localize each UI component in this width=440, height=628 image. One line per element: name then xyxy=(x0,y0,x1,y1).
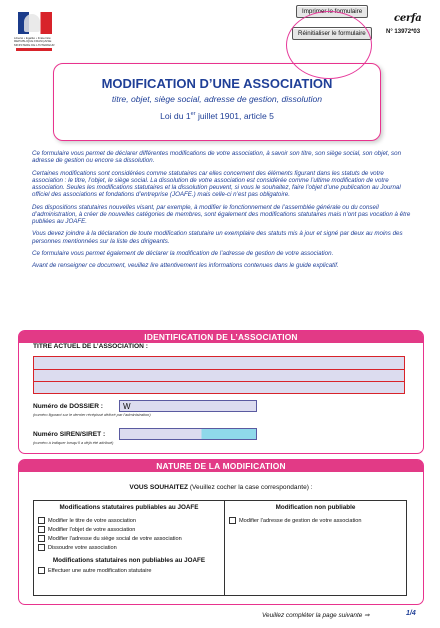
nonpublishable-column xyxy=(225,501,406,524)
option-modify-headquarters[interactable]: Modifier l’adresse du siège social de votre association xyxy=(38,535,182,542)
form-subtitle: titre, objet, siège social, adresse de gestion, dissolution xyxy=(111,94,323,104)
option-modify-management-address[interactable]: Modifier l’adresse de gestion de votre association xyxy=(229,517,362,524)
association-title-input[interactable] xyxy=(33,356,405,394)
logo-bar xyxy=(16,48,52,51)
titre-label: TITRE ACTUEL DE L’ASSOCIATION : xyxy=(33,343,148,350)
checkbox[interactable] xyxy=(38,517,45,524)
cerfa-number: N° 13972*03 xyxy=(386,29,421,35)
reset-form-button[interactable]: Réinitialiser le formulaire xyxy=(292,27,372,40)
publishable-column xyxy=(34,501,225,595)
intro-text xyxy=(32,150,416,275)
checkbox[interactable] xyxy=(38,567,45,574)
dossier-number-input[interactable]: W xyxy=(119,400,257,412)
nature-header: NATURE DE LA MODIFICATION xyxy=(19,460,423,472)
checkbox[interactable] xyxy=(38,526,45,533)
option-modify-title[interactable]: Modifier le titre de votre association xyxy=(38,517,136,524)
logo-caption: Liberté • Égalité • Fraternité RÉPUBLIQUE FRANÇAISE MINISTÈRE DE L'INTÉRIEUR xyxy=(14,37,55,47)
intro-paragraph: Des dispositions statutaires nouvelles visant, par exemple, à modifier le fonctionnement de l’assemblée générale ou du conseil d’administration, à créer de nouvelles catégories de membres, sont également des modifications statutaires mais n’ont pas vocation à être publiées au JOAFE. xyxy=(32,203,411,225)
checkbox[interactable] xyxy=(38,544,45,551)
intro-paragraph: Ce formulaire vous permet également de déclarer la modification de l’adresse de gestion de votre association. xyxy=(32,249,334,257)
checkbox[interactable] xyxy=(229,517,236,524)
checkbox[interactable] xyxy=(38,535,45,542)
intro-paragraph: Vous devez joindre à la déclaration de toute modification statutaire un exemplaire des statuts mis à jour et signé par deux au moins des personnes mentionnées sur la liste des dirigeants. xyxy=(32,230,403,245)
nonpublishable-heading: Modification non publiable xyxy=(275,504,356,511)
name-line-divider xyxy=(34,369,404,370)
siren-note: (numéro à indiquer lorsqu’il a déjà été attribué) xyxy=(33,440,114,445)
nature-prompt: VOUS SOUHAITEZ (Veuillez cocher la case correspondante) : xyxy=(129,484,313,491)
intro-paragraph: Ce formulaire vous permet de déclarer différentes modifications de votre association, à savoir son titre, son siège social, son objet, son adresse de gestion ou encore sa dissolution. xyxy=(32,150,402,165)
next-page-text: Veuillez compléter la page suivante ⇒ xyxy=(262,612,370,619)
marianne-icon xyxy=(24,14,40,32)
print-form-button[interactable]: Imprimer le formulaire xyxy=(296,5,368,18)
option-dissolve[interactable]: Dissoudre votre association xyxy=(38,544,117,551)
siren-label: Numéro SIREN/SIRET : xyxy=(33,431,106,438)
dossier-note: (numéro figurant sur le dernier récépissé délivré par l’administration) xyxy=(33,412,151,417)
publishable-heading: Modifications statutaires publiables au JOAFE xyxy=(59,504,199,511)
option-other-statutory[interactable]: Effectuer une autre modification statutaire xyxy=(38,567,151,574)
name-line-divider xyxy=(34,381,404,382)
identification-section xyxy=(18,330,424,454)
nonpub-statutory-heading: Modifications statutaires non publiables au JOAFE xyxy=(52,557,206,564)
republique-francaise-logo xyxy=(14,10,56,48)
intro-paragraph: Avant de renseigner ce document, veuillez lire attentivement les informations contenues dans le guide explicatif. xyxy=(32,262,339,270)
identification-header: IDENTIFICATION DE L’ASSOCIATION xyxy=(19,331,423,343)
siren-number-input[interactable] xyxy=(119,428,257,440)
law-reference: Loi du 1er juillet 1901, article 5 xyxy=(160,111,274,121)
modification-options-box xyxy=(33,500,407,596)
form-title: MODIFICATION D’UNE ASSOCIATION xyxy=(101,76,333,91)
cerfa-logo: cerfa xyxy=(394,13,422,24)
nature-section xyxy=(18,459,424,605)
intro-paragraph: Certaines modifications sont considérées comme statutaires car elles concernent des éléments figurant dans les statuts de votre association : le titre, l’objet, le siège social. La dissolution de votre association est considérée comme l’ultime modification de votre association. Seules les modifications statutaires et la dissolution peuvent, si vous le souhaitez, faire l’objet d’une publication au Journal officiel des associations et fondations d’entreprise (JOAFE.) mais celle-ci n’est pas obligatoire. xyxy=(32,169,401,199)
page-number: 1/4 xyxy=(406,610,416,617)
option-modify-object[interactable]: Modifier l’objet de votre association xyxy=(38,526,135,533)
dossier-label: Numéro de DOSSIER : xyxy=(33,403,103,410)
title-box xyxy=(53,63,381,141)
